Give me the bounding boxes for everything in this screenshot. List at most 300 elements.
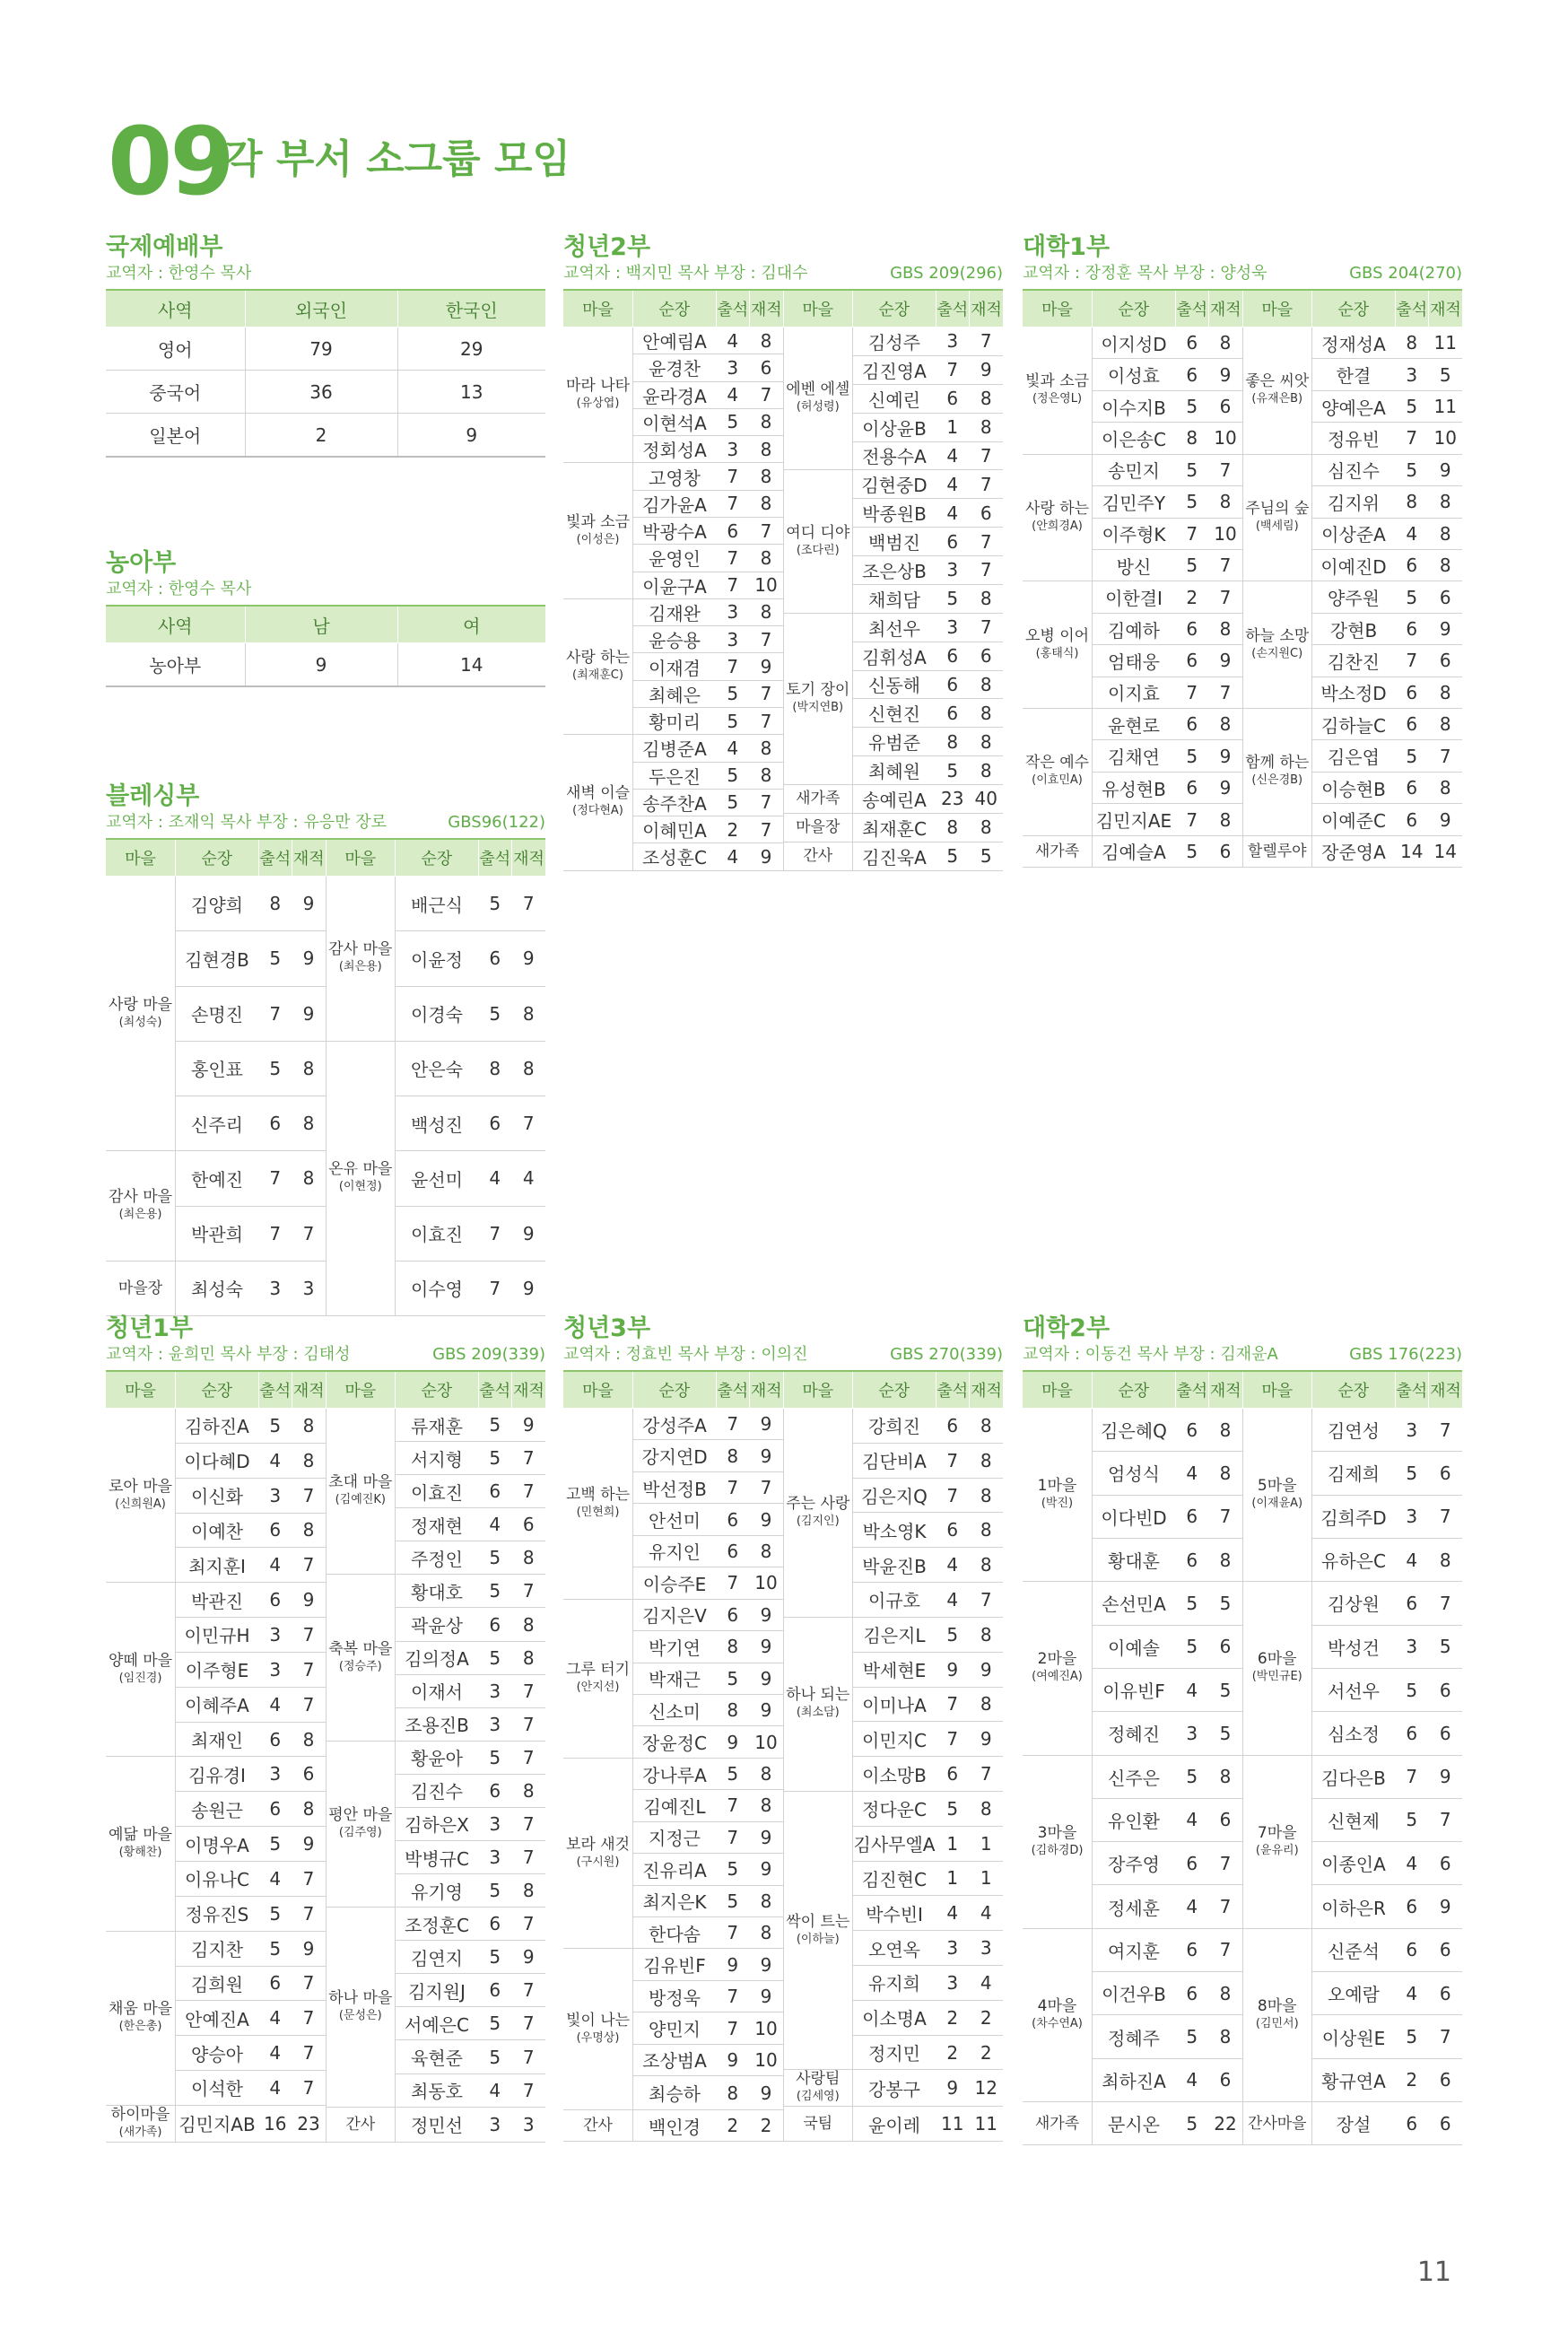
attendance: 6 xyxy=(1175,359,1209,390)
enrolled: 9 xyxy=(970,1722,1004,1757)
enrolled: 6 xyxy=(1209,1625,1243,1668)
attendance: 6 xyxy=(478,1774,512,1807)
attendance: 7 xyxy=(478,1261,512,1315)
leader-name: 신주은 xyxy=(1093,1755,1176,1798)
leader-name: 서지형 xyxy=(396,1442,479,1475)
attendance: 3 xyxy=(716,354,750,381)
attendance: 8 xyxy=(716,1631,750,1663)
village-name xyxy=(563,1949,633,2109)
leader-name: 강성주A xyxy=(633,1409,717,1440)
attendance: 5 xyxy=(716,1758,750,1789)
enrolled: 8 xyxy=(750,735,784,762)
village-label: 오병 이어 xyxy=(1024,626,1090,645)
enrolled: 9 xyxy=(512,1941,546,1974)
attendance: 7 xyxy=(1395,1755,1429,1798)
enrolled: 8 xyxy=(750,436,784,463)
attendance: 4 xyxy=(1175,1885,1209,1928)
col-header-maeul: 마을 xyxy=(563,290,633,327)
leader-name: 최지은K xyxy=(633,1885,717,1916)
enrolled: 9 xyxy=(750,1504,784,1535)
attendance: 4 xyxy=(1175,1668,1209,1711)
village-label: 7마을 xyxy=(1257,1823,1297,1842)
attendance: 7 xyxy=(716,653,750,680)
enrolled: 7 xyxy=(1429,740,1463,772)
attendance: 9 xyxy=(716,1949,750,1980)
leader-name: 조은상B xyxy=(853,556,936,585)
table-row xyxy=(1023,327,1462,359)
village-name xyxy=(563,735,633,870)
enrolled: 8 xyxy=(1429,677,1463,708)
attendance: 5 xyxy=(716,680,750,707)
enrolled: 1 xyxy=(970,1861,1004,1896)
table-row xyxy=(106,877,545,931)
pastor-info: 교역자 : 윤희민 목사 부장 : 김태성 xyxy=(106,1345,351,1364)
enrolled: 6 xyxy=(1209,2058,1243,2101)
attendance: 6 xyxy=(1395,613,1429,644)
leader-name: 고영창 xyxy=(633,463,717,490)
attendance: 4 xyxy=(716,735,750,762)
enrolled: 7 xyxy=(292,1861,327,1896)
village-leader: (안지선) xyxy=(576,1680,620,1694)
enrolled: 40 xyxy=(970,785,1004,814)
attendance: 6 xyxy=(478,1908,512,1941)
attendance: 5 xyxy=(716,789,750,816)
leader-name: 강현B xyxy=(1312,613,1396,644)
leader-name: 김희원 xyxy=(176,1966,259,2001)
leader-name: 김예진L xyxy=(633,1790,717,1821)
enrolled: 9 xyxy=(292,1583,327,1618)
attendance: 2 xyxy=(716,2109,750,2141)
leader-name: 정유빈 xyxy=(1312,423,1396,454)
intl-table xyxy=(106,289,545,458)
village-name xyxy=(106,877,176,1151)
attendance: 5 xyxy=(478,1442,512,1475)
village-leader: (한은총) xyxy=(118,2020,162,2034)
leader-name: 홍인표 xyxy=(176,1041,259,1096)
enrolled: 8 xyxy=(750,545,784,572)
univ1-table xyxy=(1023,289,1462,868)
leader-name: 정다운C xyxy=(853,1791,936,1826)
leader-name: 최재인 xyxy=(176,1722,259,1757)
pastor-info: 교역자 : 장정훈 목사 부장 : 양성욱 xyxy=(1023,264,1267,283)
village-label: 감사 마을 xyxy=(328,940,393,959)
table-row xyxy=(1023,454,1462,485)
leader-name: 김진영A xyxy=(853,355,936,384)
col-header-reg: 재적 xyxy=(292,839,327,877)
village-leader: (문성은) xyxy=(338,2008,382,2022)
village-label: 예닮 마을 xyxy=(108,1826,173,1845)
attendance: 7 xyxy=(716,1821,750,1853)
enrolled: 8 xyxy=(1209,327,1243,359)
attendance: 3 xyxy=(258,1618,292,1653)
leader-name: 백범진 xyxy=(853,528,936,556)
enrolled: 6 xyxy=(1209,390,1243,422)
attendance: 3 xyxy=(478,2107,512,2142)
attendance: 7 xyxy=(1395,645,1429,677)
attendance: 5 xyxy=(258,1409,292,1444)
leader-name: 김다은B xyxy=(1312,1755,1396,1798)
village-name xyxy=(563,463,633,598)
enrolled: 7 xyxy=(512,1908,546,1941)
leader-name: 윤라경A xyxy=(633,381,717,408)
attendance: 3 xyxy=(716,598,750,625)
leader-name: 신동해 xyxy=(853,670,936,699)
leader-name: 심진수 xyxy=(1312,454,1396,485)
enrolled: 9 xyxy=(750,1821,784,1853)
attendance: 5 xyxy=(478,2007,512,2040)
village-leader: (신은경B) xyxy=(1251,773,1303,788)
attendance: 4 xyxy=(258,1443,292,1478)
leader-name: 유하은C xyxy=(1312,1538,1396,1581)
village-name xyxy=(783,1409,853,1618)
enrolled: 8 xyxy=(292,1792,327,1827)
enrolled: 9 xyxy=(292,931,327,986)
enrolled: 4 xyxy=(970,1896,1004,1931)
leader-name: 방신 xyxy=(1093,549,1176,581)
count: 79 xyxy=(245,327,397,371)
leader-name: 강지연D xyxy=(633,1440,717,1471)
enrolled: 7 xyxy=(292,1687,327,1722)
col-header-att: 출석 xyxy=(1175,290,1209,327)
village-name xyxy=(783,785,853,814)
village-name xyxy=(1242,2102,1312,2145)
enrolled: 9 xyxy=(292,1931,327,1966)
col-header-maeul: 마을 xyxy=(1023,290,1093,327)
attendance: 3 xyxy=(1175,1712,1209,1755)
leader-name: 유기영 xyxy=(396,1874,479,1908)
village-label: 하이마을 xyxy=(110,2105,170,2124)
village-name xyxy=(106,1757,176,1931)
attendance: 6 xyxy=(716,1599,750,1630)
village-label: 새가족 xyxy=(796,790,841,808)
enrolled: 6 xyxy=(1429,1668,1463,1711)
village-name xyxy=(1023,835,1093,867)
attendance: 6 xyxy=(936,642,970,670)
leader-name: 박기연 xyxy=(633,1631,717,1663)
leader-name: 이승주E xyxy=(633,1567,717,1599)
leader-name: 오예람 xyxy=(1312,1972,1396,2015)
enrolled: 9 xyxy=(1209,772,1243,803)
enrolled: 2 xyxy=(750,2109,784,2141)
attendance: 5 xyxy=(1395,1668,1429,1711)
col-header-maeul: 마을 xyxy=(326,839,396,877)
attendance: 5 xyxy=(1175,486,1209,518)
village-name xyxy=(1023,327,1093,455)
col-header-reg: 재적 xyxy=(1209,1371,1243,1409)
table-row xyxy=(1023,1409,1462,1452)
village-name xyxy=(783,813,853,842)
leader-name: 이지효 xyxy=(1093,677,1176,708)
attendance: 6 xyxy=(1175,1972,1209,2015)
village-leader: (정승주) xyxy=(338,1659,382,1673)
attendance: 7 xyxy=(936,1722,970,1757)
leader-name: 최성숙 xyxy=(176,1261,259,1315)
attendance: 1 xyxy=(936,1826,970,1861)
attendance: 7 xyxy=(716,1980,750,2012)
village-name xyxy=(783,842,853,870)
pastor-info: 교역자 : 한영수 목사 xyxy=(106,580,252,598)
enrolled: 4 xyxy=(970,1966,1004,2001)
attendance: 3 xyxy=(1395,1409,1429,1452)
enrolled: 7 xyxy=(292,1478,327,1513)
dept-meta xyxy=(563,1343,1003,1366)
youth1-section xyxy=(106,1314,545,2143)
leader-name: 이규호 xyxy=(853,1583,936,1618)
table-row xyxy=(106,414,545,458)
leader-name: 한다솜 xyxy=(633,1917,717,1949)
attendance: 5 xyxy=(478,1641,512,1674)
attendance: 5 xyxy=(1395,2015,1429,2058)
village-name xyxy=(783,1791,853,2070)
village-leader: (박진) xyxy=(1041,1497,1074,1511)
village-label: 새가족 xyxy=(1034,2114,1080,2133)
attendance: 4 xyxy=(258,2001,292,2036)
village-label: 빛이 나는 xyxy=(565,2011,631,2030)
attendance: 8 xyxy=(936,728,970,756)
leader-name: 정재성A xyxy=(1312,327,1396,359)
attendance: 5 xyxy=(1395,454,1429,485)
col-header-reg: 재적 xyxy=(292,1371,327,1409)
col-header-att: 출석 xyxy=(716,290,750,327)
enrolled: 7 xyxy=(1209,1928,1243,1971)
count: 29 xyxy=(397,327,545,371)
enrolled: 11 xyxy=(1429,327,1463,359)
attendance: 7 xyxy=(716,1409,750,1440)
attendance: 4 xyxy=(258,1548,292,1583)
enrolled: 7 xyxy=(292,2036,327,2071)
attendance: 7 xyxy=(1175,804,1209,835)
attendance: 6 xyxy=(1175,1495,1209,1538)
enrolled: 8 xyxy=(1429,486,1463,518)
attendance: 7 xyxy=(478,1206,512,1261)
enrolled: 5 xyxy=(1209,1668,1243,1711)
leader-name: 황대훈 xyxy=(1093,1538,1176,1581)
leader-name: 이상원E xyxy=(1312,2015,1396,2058)
table-row xyxy=(563,1409,1003,1410)
enrolled: 8 xyxy=(750,490,784,517)
enrolled: 8 xyxy=(512,1641,546,1674)
village-leader: (최재훈C) xyxy=(572,668,623,683)
leader-name: 이수지B xyxy=(1093,390,1176,422)
leader-name: 조성훈C xyxy=(633,843,717,870)
attendance: 6 xyxy=(716,1504,750,1535)
enrolled: 7 xyxy=(750,517,784,544)
attendance: 5 xyxy=(1395,581,1429,613)
leader-name: 곽윤상 xyxy=(396,1608,479,1641)
village-label: 간사 xyxy=(803,847,833,866)
village-name xyxy=(783,613,853,784)
leader-name: 정민선 xyxy=(396,2107,479,2142)
attendance: 5 xyxy=(716,1885,750,1916)
dept-name: 대학1부 xyxy=(1023,233,1111,261)
enrolled: 12 xyxy=(970,2070,1004,2107)
attendance: 7 xyxy=(258,1151,292,1206)
enrolled: 3 xyxy=(292,1261,327,1315)
attendance: 6 xyxy=(1395,677,1429,708)
col-header-sunjang: 순장 xyxy=(1093,290,1176,327)
leader-name: 김양희 xyxy=(176,877,259,931)
attendance: 5 xyxy=(1175,835,1209,867)
enrolled: 8 xyxy=(292,1151,327,1206)
enrolled: 7 xyxy=(750,816,784,843)
attendance: 7 xyxy=(258,986,292,1041)
attendance: 4 xyxy=(258,1861,292,1896)
enrolled: 2 xyxy=(970,2035,1004,2070)
attendance: 7 xyxy=(716,490,750,517)
leader-name: 김현중D xyxy=(853,470,936,499)
leader-name: 김은지L xyxy=(853,1617,936,1652)
village-label: 고백 하는 xyxy=(565,1485,631,1504)
leader-name: 문시온 xyxy=(1093,2102,1176,2145)
attendance: 3 xyxy=(258,1261,292,1315)
leader-name: 이미나A xyxy=(853,1687,936,1722)
enrolled: 7 xyxy=(970,1583,1004,1618)
enrolled: 5 xyxy=(1209,1582,1243,1625)
village-label: 빛과 소금 xyxy=(565,512,631,531)
village-name xyxy=(1023,454,1093,581)
attendance: 7 xyxy=(1395,423,1429,454)
pastor-info: 교역자 : 정효빈 목사 부장 : 이의진 xyxy=(563,1345,808,1364)
enrolled: 8 xyxy=(1429,549,1463,581)
attendance: 5 xyxy=(1395,1452,1429,1495)
enrolled: 9 xyxy=(1429,804,1463,835)
enrolled: 9 xyxy=(292,877,327,931)
leader-name: 이소명A xyxy=(853,2000,936,2035)
leader-name: 주정인 xyxy=(396,1541,479,1575)
attendance: 7 xyxy=(258,1206,292,1261)
leader-name: 이민규H xyxy=(176,1618,259,1653)
col-header-sunjang: 순장 xyxy=(1312,1371,1396,1409)
enrolled: 11 xyxy=(1429,390,1463,422)
village-label: 간사마을 xyxy=(1247,2114,1307,2133)
enrolled: 8 xyxy=(970,1617,1004,1652)
leader-name: 김지찬 xyxy=(176,1931,259,1966)
village-name xyxy=(106,1151,176,1262)
pastor-info: 교역자 : 한영수 목사 xyxy=(106,264,252,283)
attendance: 6 xyxy=(1175,327,1209,359)
attendance: 4 xyxy=(936,1896,970,1931)
leader-name: 이다빈D xyxy=(1093,1495,1176,1538)
leader-name: 이유나C xyxy=(176,1861,259,1896)
attendance: 3 xyxy=(936,1931,970,1966)
attendance: 5 xyxy=(258,1931,292,1966)
leader-name: 김지원J xyxy=(396,1974,479,2007)
leader-name: 김의정A xyxy=(396,1641,479,1674)
village-label: 하늘 소망 xyxy=(1245,626,1310,645)
enrolled: 7 xyxy=(1429,2015,1463,2058)
attendance: 5 xyxy=(1175,454,1209,485)
leader-name: 여지훈 xyxy=(1093,1928,1176,1971)
village-label: 초대 마을 xyxy=(328,1473,393,1492)
leader-name: 류재훈 xyxy=(396,1409,479,1442)
col-header-sunjang: 순장 xyxy=(1093,1371,1176,1409)
enrolled: 7 xyxy=(1209,1495,1243,1538)
bless-table-host xyxy=(106,838,545,1316)
attendance: 5 xyxy=(1395,1798,1429,1841)
attendance: 6 xyxy=(478,1096,512,1151)
col-header-sunjang: 순장 xyxy=(176,839,259,877)
leader-name: 손명진 xyxy=(176,986,259,1041)
enrolled: 8 xyxy=(970,1478,1004,1513)
attendance: 5 xyxy=(478,877,512,931)
enrolled: 7 xyxy=(292,1618,327,1653)
attendance: 6 xyxy=(1395,2102,1429,2145)
count: 36 xyxy=(245,371,397,414)
attendance: 5 xyxy=(936,584,970,613)
village-name xyxy=(783,470,853,613)
enrolled: 9 xyxy=(750,1663,784,1694)
attendance: 4 xyxy=(716,327,750,354)
enrolled: 7 xyxy=(512,1674,546,1707)
attendance: 16 xyxy=(258,2105,292,2142)
attendance: 8 xyxy=(716,2076,750,2110)
attendance: 5 xyxy=(1175,740,1209,772)
leader-name: 진유리A xyxy=(633,1854,717,1885)
enrolled: 10 xyxy=(750,572,784,598)
univ1-table-host xyxy=(1023,289,1462,868)
attendance: 5 xyxy=(716,1854,750,1885)
enrolled: 8 xyxy=(512,1541,546,1575)
dept-meta xyxy=(106,811,545,834)
col-header-maeul: 마을 xyxy=(783,290,853,327)
attendance: 4 xyxy=(258,2071,292,2106)
leader-name: 이승현B xyxy=(1312,772,1396,803)
leader-name: 정지민 xyxy=(853,2035,936,2070)
leader-name: 안예진A xyxy=(176,2001,259,2036)
leader-name: 조정훈C xyxy=(396,1908,479,1941)
village-name xyxy=(1023,581,1093,709)
enrolled: 8 xyxy=(970,813,1004,842)
section-number: 09 xyxy=(108,107,232,216)
enrolled: 8 xyxy=(970,1513,1004,1548)
leader-name: 김단비A xyxy=(853,1443,936,1478)
attendance: 5 xyxy=(478,1874,512,1908)
attendance: 5 xyxy=(478,1541,512,1575)
col-header-att: 출석 xyxy=(936,1371,970,1409)
attendance: 6 xyxy=(1175,772,1209,803)
leader-name: 안선미 xyxy=(633,1504,717,1535)
dept-name: 농아부 xyxy=(106,549,177,577)
attendance: 4 xyxy=(478,1151,512,1206)
leader-name: 이은송C xyxy=(1093,423,1176,454)
leader-name: 이건우B xyxy=(1093,1972,1176,2015)
leader-name: 김예하 xyxy=(1093,613,1176,644)
attendance: 23 xyxy=(936,785,970,814)
attendance: 6 xyxy=(258,1792,292,1827)
enrolled: 7 xyxy=(292,2071,327,2106)
attendance: 4 xyxy=(1175,1798,1209,1841)
col-header-sunjang: 순장 xyxy=(633,290,717,327)
table-row xyxy=(106,1409,545,1410)
leader-name: 이종인A xyxy=(1312,1842,1396,1885)
enrolled: 14 xyxy=(1429,835,1463,867)
col-header: 사역 xyxy=(106,606,245,643)
village-name xyxy=(1023,1582,1093,1755)
enrolled: 8 xyxy=(1209,709,1243,740)
enrolled: 8 xyxy=(970,1791,1004,1826)
leader-name: 김지은V xyxy=(633,1599,717,1630)
enrolled: 9 xyxy=(750,1980,784,2012)
leader-name: 김민지AB xyxy=(176,2105,259,2142)
leader-name: 김연성 xyxy=(1312,1409,1396,1452)
village-name xyxy=(326,877,396,1042)
leader-name: 이명우A xyxy=(176,1827,259,1862)
enrolled: 9 xyxy=(512,931,546,986)
enrolled: 9 xyxy=(292,1827,327,1862)
village-name xyxy=(563,1409,633,1600)
leader-name: 김민주Y xyxy=(1093,486,1176,518)
attendance: 7 xyxy=(716,1567,750,1599)
